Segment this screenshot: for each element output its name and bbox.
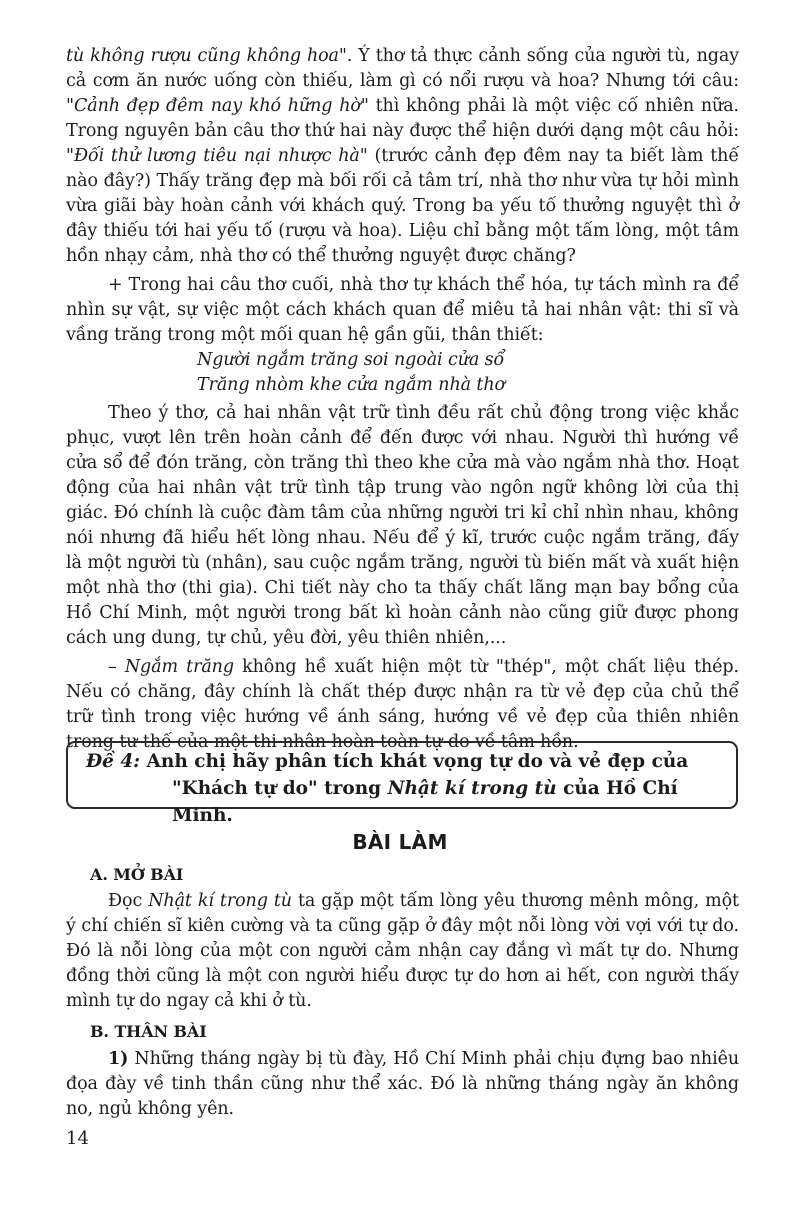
work-title: Nhật kí trong tù [148,891,292,911]
topic-line-1: Đề 4: Anh chị hãy phân tích khát vọng tự do và vẻ đẹp của [86,751,689,772]
section-b-paragraph: 1) Những tháng ngày bị tù đày, Hồ Chí Minh phải chịu đựng bao nhiêu đọa đày về tinh thần cũng như thể xác. Đó là những tháng ngày ăn không no, ngủ không yên. [66,1049,739,1119]
text-block-upper [66,44,739,755]
page-number: 14 [66,1128,89,1149]
section-a-title: A. MỞ BÀI [90,865,184,884]
verse-line-2: Trăng nhòm khe cửa ngắm nhà thơ [197,375,505,395]
item-number: 1) [108,1049,129,1069]
section-b-title: B. THÂN BÀI [90,1022,207,1041]
section-a-paragraph: Đọc Nhật kí trong tù ta gặp một tấm lòng yêu thương mênh mông, một ý chí chiến sĩ kiên cường và ta cũng gặp ở đây một nỗi lòng vời vợi với tự do. Đó là nỗi lòng của một con người cảm nhận cay đắng vì mất tự do. Nhưng đồng thời cũng là một con người hiểu được tự do hơn ai hết, con người thấy mình tự do ngay cả khi ở tù. [66,891,739,1011]
section-heading: BÀI LÀM [352,830,448,854]
paragraph-2: + Trong hai câu thơ cuối, nhà thơ tự khách thể hóa, tự tách mình ra để nhìn sự vật, sự việc một cách khách quan để miêu tả hai nhân vật: thi sĩ và vầng trăng trong một mối quan hệ gần gũi, thân thiết: [66,275,739,345]
paragraph-1: tù không rượu cũng không hoa". Ý thơ tả thực cảnh sống của người tù, ngay cả cơm ăn nước uống còn thiếu, làm gì có nổi rượu và hoa? Nhưng tới câu: "Cảnh đẹp đêm nay khó hững hờ" thì không phải là một việc cố nhiên nữa. Trong nguyên bản câu thơ thứ hai này được thể hiện dưới dạng một câu hỏi: "Đối thử lương tiêu nại nhược hà" (trước cảnh đẹp đêm nay ta biết làm thế nào đây?) Thấy trăng đẹp mà bối rối cả tâm trí, nhà thơ như vừa tự hỏi mình vừa giãi bày hoàn cảnh với khách quý. Trong ba yếu tố thưởng nguyệt thì ở đây thiếu tới hai yếu tố (rượu và hoa). Liệu chỉ bằng một tấm lòng, một tâm hồn nhạy cảm, nhà thơ có thể thưởng nguyệt được chăng? [66,46,740,266]
topic-work-title: Nhật kí trong tù [387,778,557,799]
topic-box [66,741,738,826]
text-block-lower [66,862,739,1122]
paragraph-3: Theo ý thơ, cả hai nhân vật trữ tình đều rất chủ động trong việc khắc phục, vượt lên trên hoàn cảnh để đến được với nhau. Người thì hướng về cửa sổ để đón trăng, còn trăng thì theo khe cửa mà vào ngắm nhà thơ. Hoạt động của hai nhân vật trữ tình tập trung vào ngôn ngữ không lời của thị giác. Đó chính là cuộc đàm tâm của những người tri kỉ chỉ nhìn nhau, không nói nhưng đã hiểu hết lòng nhau. Nếu để ý kĩ, trước cuộc ngắm trăng, đấy là một người tù (nhân), sau cuộc ngắm trăng, người tù biến mất và xuất hiện một nhà thơ (thi gia). Chi tiết này cho ta thấy chất lãng mạn bay bổng của Hồ Chí Minh, một người trong bất kì hoàn cảnh nào cũng giữ được phong cách ung dung, tự chủ, yêu đời, yêu thiên nhiên,... [66,403,739,648]
quote-verse: "Cảnh đẹp đêm nay khó hững hờ" [66,96,369,116]
verse-line-1: Người ngắm trăng soi ngoài cửa sổ [197,350,505,370]
quote-original: "Đối thử lương tiêu nại nhược hà" [66,146,368,166]
topic-label: Đề 4: [86,751,141,772]
work-title: Ngắm trăng [124,657,234,677]
topic-line-2: "Khách tự do" trong Nhật kí trong tù của Hồ Chí Minh. [172,778,678,826]
quote-fragment: tù không rượu cũng không hoa [66,46,339,66]
paragraph-4: – Ngắm trăng không hề xuất hiện một từ "thép", một chất liệu thép. Nếu có chăng, đây chính là chất thép được nhận ra từ vẻ đẹp của chủ thể trữ tình trong việc hướng về ánh sáng, hướng về vẻ đẹp của thiên nhiên trong tư thế của một thi nhân hoàn toàn tự do về tâm hồn. [66,657,739,752]
